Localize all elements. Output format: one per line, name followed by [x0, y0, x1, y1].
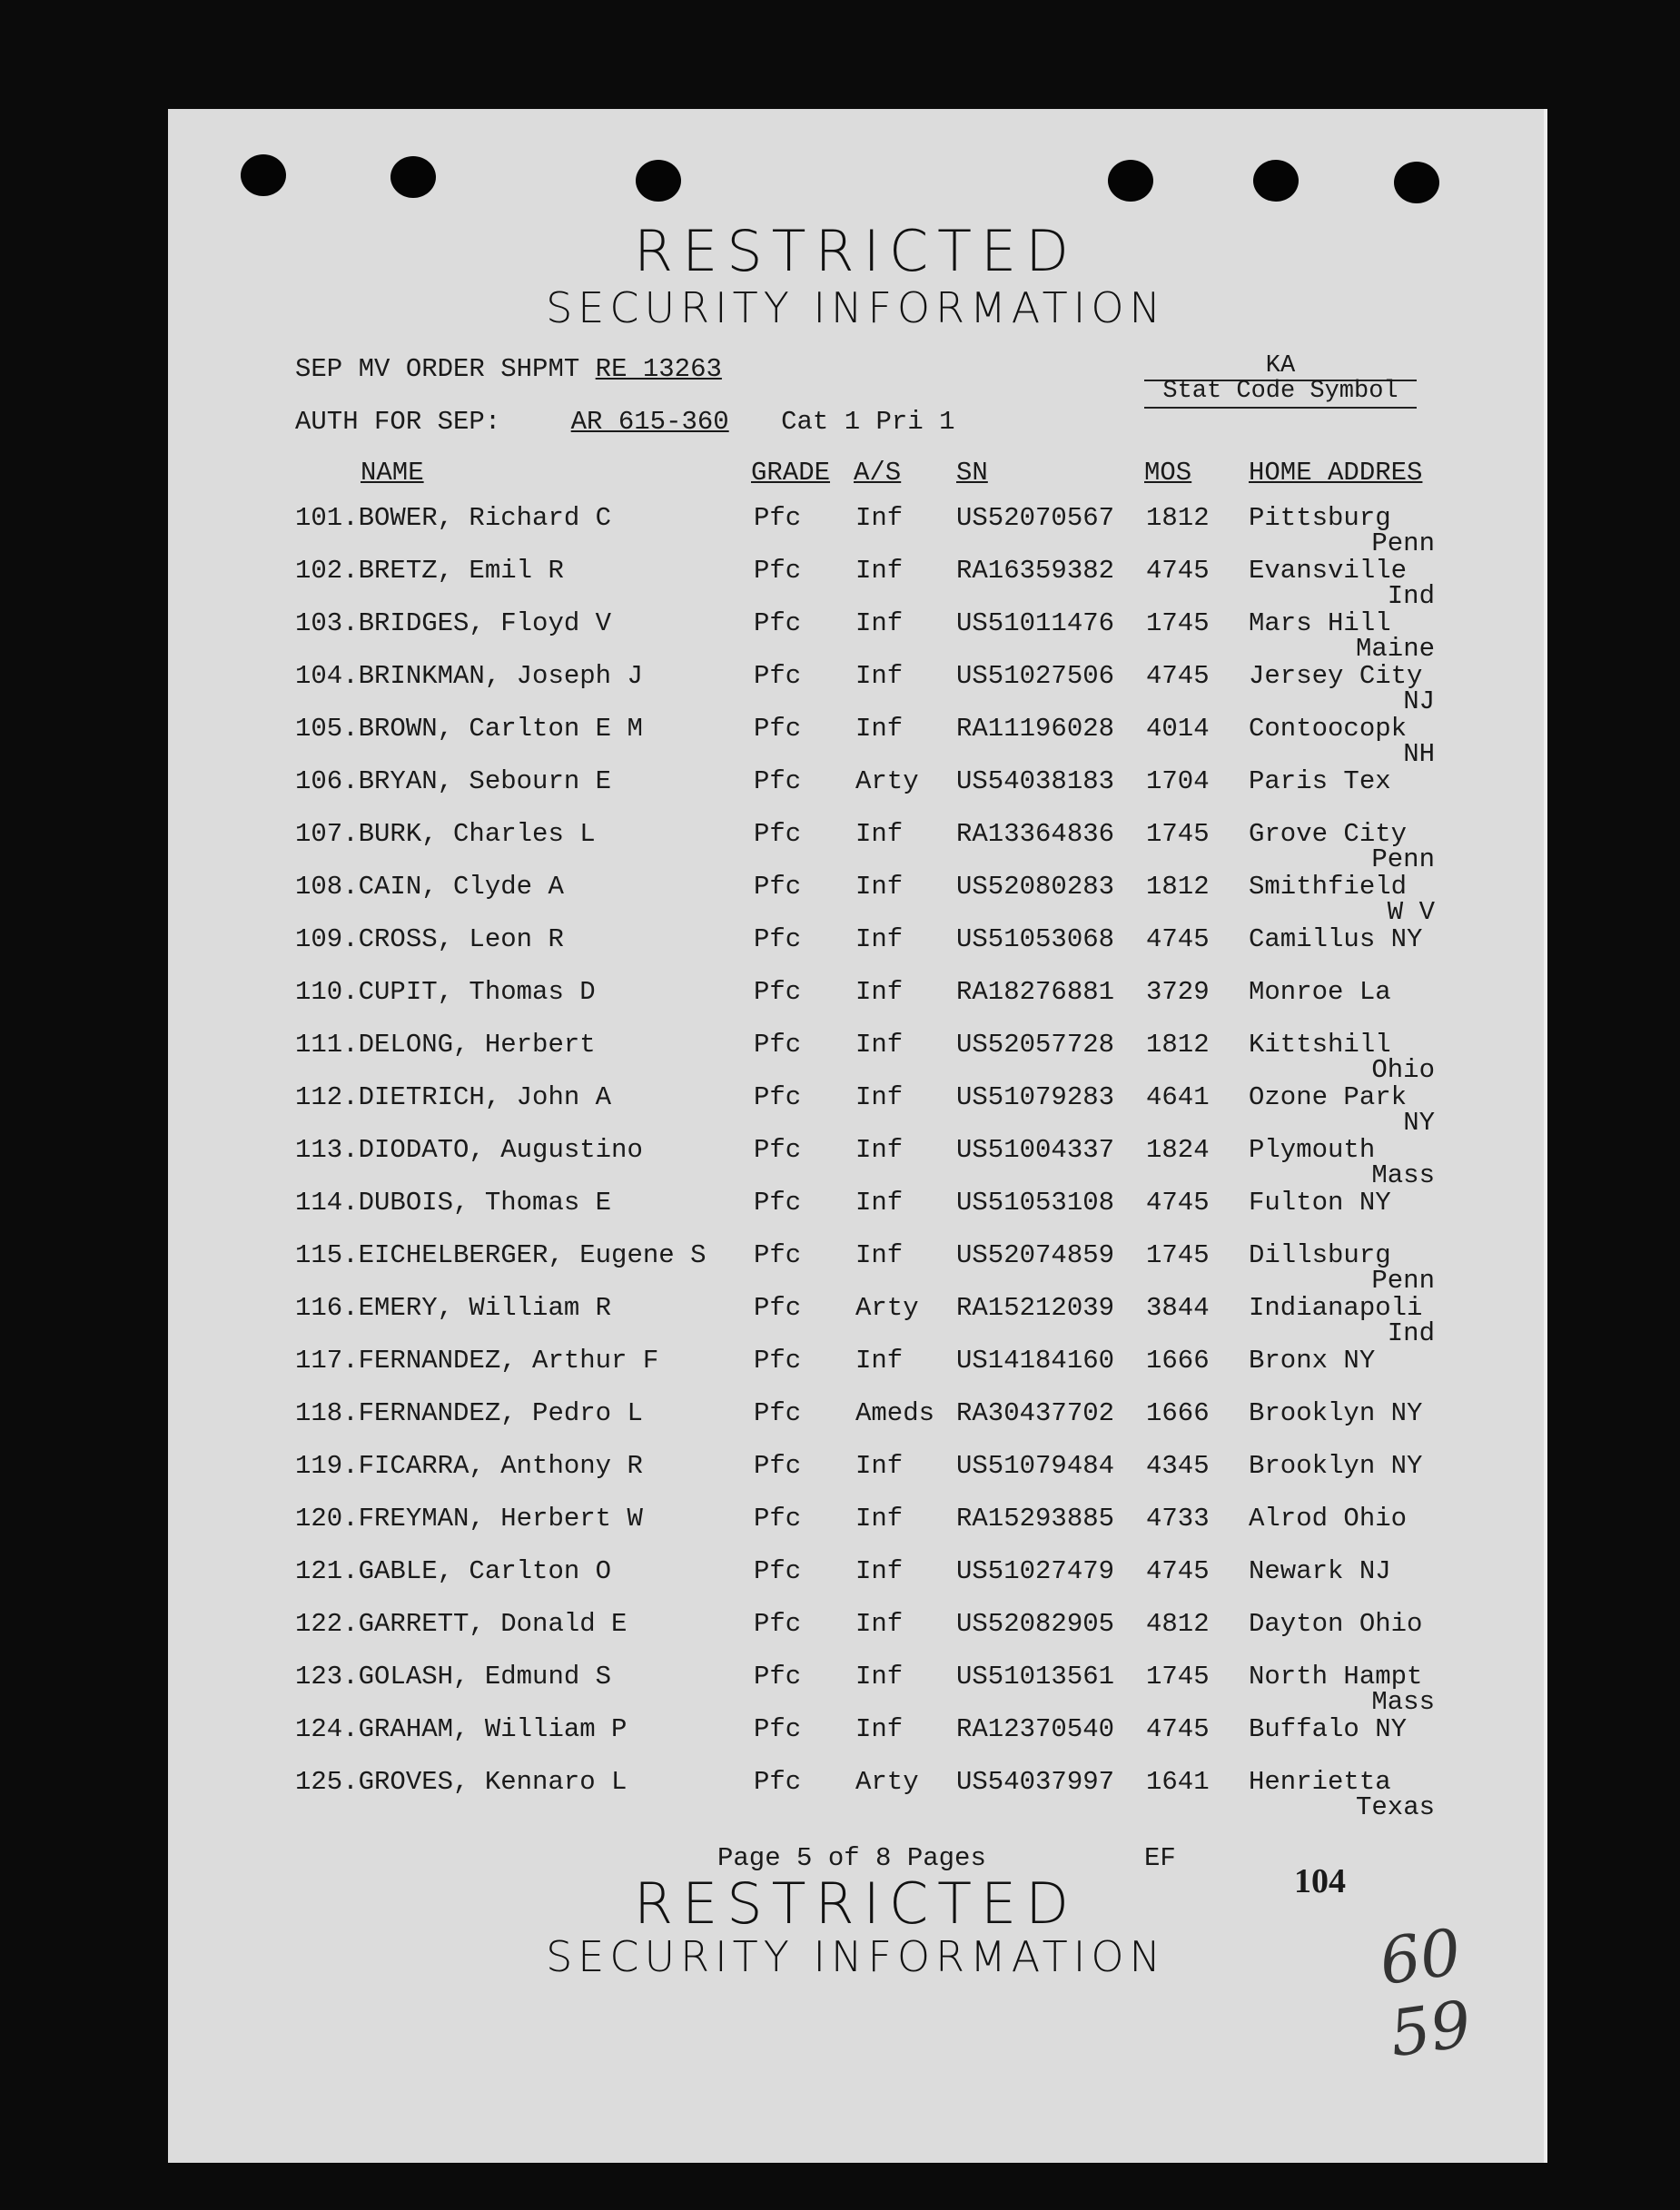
row-home-city: Dillsburg: [1249, 1240, 1391, 1270]
row-grade: Pfc: [754, 714, 802, 744]
row-number-name: 119.FICARRA, Anthony R: [295, 1451, 643, 1481]
row-number-name: 122.GARRETT, Donald E: [295, 1609, 628, 1639]
table-row: [168, 872, 1544, 927]
row-home-city: Fulton NY: [1249, 1188, 1391, 1218]
row-serial-number: US51079484: [956, 1451, 1115, 1481]
row-mos: 4733: [1146, 1504, 1210, 1534]
row-serial-number: RA30437702: [956, 1398, 1115, 1428]
security-information-stamp-bottom: SECURITY INFORMATION: [546, 1932, 1166, 1981]
row-home-city: Henrietta: [1249, 1767, 1391, 1797]
column-header-sn: SN: [956, 458, 988, 488]
table-row: [168, 1188, 1544, 1240]
row-grade: Pfc: [754, 503, 802, 533]
row-serial-number: US52074859: [956, 1240, 1115, 1270]
row-grade: Pfc: [754, 1556, 802, 1586]
row-mos: 4014: [1146, 714, 1210, 744]
row-arm-service: Inf: [855, 1030, 904, 1060]
column-header-as: A/S: [854, 458, 902, 488]
row-home-city: Dayton Ohio: [1249, 1609, 1423, 1639]
row-serial-number: RA18276881: [956, 977, 1115, 1007]
row-grade: Pfc: [754, 1451, 802, 1481]
row-arm-service: Inf: [855, 503, 904, 533]
row-home-city: Kittshill: [1249, 1030, 1391, 1060]
table-row: [168, 1556, 1544, 1609]
row-serial-number: RA13364836: [956, 819, 1115, 849]
row-arm-service: Inf: [855, 1662, 904, 1692]
row-grade: Pfc: [754, 1767, 802, 1797]
row-mos: 4745: [1146, 1556, 1210, 1586]
row-arm-service: Inf: [855, 819, 904, 849]
row-number-name: 101.BOWER, Richard C: [295, 503, 612, 533]
row-grade: Pfc: [754, 766, 802, 796]
table-row: [168, 1135, 1544, 1188]
row-home-state: Ind: [1387, 581, 1435, 611]
table-row: [168, 714, 1544, 769]
row-serial-number: US51004337: [956, 1135, 1115, 1165]
row-mos: 1812: [1146, 1030, 1210, 1060]
row-home-city: North Hampt: [1249, 1662, 1423, 1692]
row-number-name: 106.BRYAN, Sebourn E: [295, 766, 612, 796]
row-mos: 1812: [1146, 872, 1210, 902]
row-arm-service: Inf: [855, 1240, 904, 1270]
row-grade: Pfc: [754, 661, 802, 691]
restricted-stamp-bottom: RESTRICTED: [634, 1870, 1078, 1937]
row-home-state: Texas: [1355, 1792, 1435, 1822]
column-header-mos: MOS: [1144, 458, 1192, 488]
row-serial-number: RA11196028: [956, 714, 1115, 744]
punch-hole: [390, 156, 436, 198]
row-home-city: Brooklyn NY: [1249, 1451, 1423, 1481]
row-serial-number: US51013561: [956, 1662, 1115, 1692]
row-serial-number: US14184160: [956, 1346, 1115, 1376]
row-grade: Pfc: [754, 977, 802, 1007]
row-grade: Pfc: [754, 1188, 802, 1218]
row-grade: Pfc: [754, 924, 802, 954]
row-number-name: 104.BRINKMAN, Joseph J: [295, 661, 643, 691]
row-grade: Pfc: [754, 1504, 802, 1534]
auth-category: Cat 1 Pri 1: [781, 407, 955, 437]
row-mos: 1745: [1146, 1662, 1210, 1692]
table-row: [168, 503, 1544, 556]
table-row: [168, 1030, 1544, 1085]
row-number-name: 125.GROVES, Kennaro L: [295, 1767, 628, 1797]
row-mos: 1745: [1146, 608, 1210, 638]
row-home-city: Mars Hill: [1249, 608, 1391, 638]
row-home-city: Jersey City: [1249, 661, 1423, 691]
punch-hole: [636, 160, 681, 202]
row-home-city: Newark NJ: [1249, 1556, 1391, 1586]
page-count: Page 5 of 8 Pages: [717, 1843, 986, 1873]
row-number-name: 115.EICHELBERGER, Eugene S: [295, 1240, 707, 1270]
table-row: [168, 1293, 1544, 1346]
row-arm-service: Inf: [855, 1556, 904, 1586]
row-serial-number: US51053108: [956, 1188, 1115, 1218]
row-home-state: Penn: [1371, 844, 1435, 874]
row-mos: 4745: [1146, 1188, 1210, 1218]
row-home-state: Ind: [1387, 1318, 1435, 1348]
punch-hole: [241, 154, 286, 196]
row-arm-service: Inf: [855, 1504, 904, 1534]
row-home-state: Penn: [1371, 528, 1435, 558]
row-mos: 4745: [1146, 556, 1210, 586]
column-header-home-address: HOME ADDRES: [1249, 458, 1423, 488]
row-arm-service: Inf: [855, 714, 904, 744]
row-mos: 1666: [1146, 1398, 1210, 1428]
document-page: [168, 109, 1547, 2163]
row-arm-service: Inf: [855, 661, 904, 691]
row-mos: 1666: [1146, 1346, 1210, 1376]
table-row: [168, 661, 1544, 714]
stat-code-symbol-value: KA: [1265, 352, 1296, 380]
row-grade: Pfc: [754, 1346, 802, 1376]
row-mos: 3729: [1146, 977, 1210, 1007]
row-home-city: Smithfield: [1249, 872, 1408, 902]
row-serial-number: US54038183: [956, 766, 1115, 796]
row-mos: 4812: [1146, 1609, 1210, 1639]
row-home-state: Ohio: [1371, 1055, 1435, 1085]
order-line: [295, 354, 722, 384]
row-serial-number: RA12370540: [956, 1714, 1115, 1744]
row-arm-service: Inf: [855, 1346, 904, 1376]
punch-hole: [1394, 162, 1439, 203]
row-mos: 1812: [1146, 503, 1210, 533]
table-row: [168, 1714, 1544, 1767]
row-number-name: 105.BROWN, Carlton E M: [295, 714, 643, 744]
row-number-name: 109.CROSS, Leon R: [295, 924, 564, 954]
row-grade: Pfc: [754, 1240, 802, 1270]
table-row: [168, 1240, 1544, 1296]
row-arm-service: Inf: [855, 1188, 904, 1218]
row-home-city: Plymouth: [1249, 1135, 1376, 1165]
row-home-city: Paris Tex: [1249, 766, 1391, 796]
row-arm-service: Inf: [855, 1451, 904, 1481]
row-number-name: 123.GOLASH, Edmund S: [295, 1662, 612, 1692]
row-home-city: Bronx NY: [1249, 1346, 1376, 1376]
row-arm-service: Inf: [855, 1082, 904, 1112]
table-row: [168, 1662, 1544, 1717]
table-row: [168, 1082, 1544, 1138]
table-row: [168, 1767, 1544, 1820]
row-grade: Pfc: [754, 1030, 802, 1060]
row-mos: 1745: [1146, 819, 1210, 849]
table-row: [168, 1346, 1544, 1398]
row-mos: 1745: [1146, 1240, 1210, 1270]
auth-label: AUTH FOR SEP:: [295, 407, 501, 437]
row-grade: Pfc: [754, 872, 802, 902]
row-arm-service: Arty: [855, 1293, 919, 1323]
row-arm-service: Inf: [855, 1135, 904, 1165]
row-home-city: Alrod Ohio: [1249, 1504, 1408, 1534]
row-grade: Pfc: [754, 556, 802, 586]
row-arm-service: Ameds: [855, 1398, 935, 1428]
row-home-state: Penn: [1371, 1266, 1435, 1296]
row-number-name: 112.DIETRICH, John A: [295, 1082, 612, 1112]
row-grade: Pfc: [754, 1293, 802, 1323]
row-number-name: 117.FERNANDEZ, Arthur F: [295, 1346, 659, 1376]
row-serial-number: US52082905: [956, 1609, 1115, 1639]
document-number: 104: [1294, 1862, 1346, 1900]
order-label: SEP MV ORDER SHPMT: [295, 354, 580, 384]
security-information-stamp-top: SECURITY INFORMATION: [546, 283, 1166, 332]
row-serial-number: RA15212039: [956, 1293, 1115, 1323]
row-arm-service: Inf: [855, 977, 904, 1007]
row-serial-number: US51079283: [956, 1082, 1115, 1112]
row-number-name: 120.FREYMAN, Herbert W: [295, 1504, 643, 1534]
row-serial-number: US52070567: [956, 503, 1115, 533]
row-mos: 4745: [1146, 1714, 1210, 1744]
row-grade: Pfc: [754, 608, 802, 638]
row-home-city: Camillus NY: [1249, 924, 1423, 954]
row-home-city: Monroe La: [1249, 977, 1391, 1007]
row-number-name: 110.CUPIT, Thomas D: [295, 977, 596, 1007]
restricted-stamp-top: RESTRICTED: [634, 218, 1078, 284]
row-grade: Pfc: [754, 1609, 802, 1639]
row-home-state: Mass: [1371, 1687, 1435, 1717]
row-number-name: 102.BRETZ, Emil R: [295, 556, 564, 586]
row-home-city: Grove City: [1249, 819, 1408, 849]
row-mos: 4745: [1146, 661, 1210, 691]
row-home-state: Mass: [1371, 1160, 1435, 1190]
row-serial-number: US52080283: [956, 872, 1115, 902]
row-serial-number: US51027506: [956, 661, 1115, 691]
row-arm-service: Arty: [855, 766, 919, 796]
row-grade: Pfc: [754, 1714, 802, 1744]
row-mos: 3844: [1146, 1293, 1210, 1323]
column-header-grade: GRADE: [751, 458, 831, 488]
table-row: [168, 1398, 1544, 1451]
row-arm-service: Inf: [855, 1714, 904, 1744]
row-serial-number: US52057728: [956, 1030, 1115, 1060]
table-row: [168, 608, 1544, 664]
row-arm-service: Inf: [855, 556, 904, 586]
row-mos: 1824: [1146, 1135, 1210, 1165]
table-row: [168, 556, 1544, 611]
row-home-state: NY: [1403, 1108, 1435, 1138]
row-arm-service: Arty: [855, 1767, 919, 1797]
row-home-state: NH: [1403, 739, 1435, 769]
row-home-city: Evansville: [1249, 556, 1408, 586]
row-number-name: 108.CAIN, Clyde A: [295, 872, 564, 902]
row-grade: Pfc: [754, 1135, 802, 1165]
row-arm-service: Inf: [855, 872, 904, 902]
row-home-city: Ozone Park: [1249, 1082, 1408, 1112]
row-home-state: NJ: [1403, 686, 1435, 716]
row-serial-number: US54037997: [956, 1767, 1115, 1797]
row-home-city: Contoocopk: [1249, 714, 1408, 744]
table-row: [168, 766, 1544, 819]
row-home-city: Buffalo NY: [1249, 1714, 1408, 1744]
column-header-name: NAME: [361, 458, 424, 488]
row-number-name: 121.GABLE, Carlton O: [295, 1556, 612, 1586]
stat-code-label: Stat Code Symbol: [1162, 378, 1398, 405]
handwritten-note: 60 59: [1375, 1914, 1476, 2072]
order-number: RE 13263: [595, 354, 722, 384]
row-arm-service: Inf: [855, 924, 904, 954]
table-row: [168, 1451, 1544, 1504]
row-number-name: 124.GRAHAM, William P: [295, 1714, 628, 1744]
row-number-name: 114.DUBOIS, Thomas E: [295, 1188, 612, 1218]
row-number-name: 118.FERNANDEZ, Pedro L: [295, 1398, 643, 1428]
row-grade: Pfc: [754, 1398, 802, 1428]
row-number-name: 116.EMERY, William R: [295, 1293, 612, 1323]
row-serial-number: US51011476: [956, 608, 1115, 638]
stat-code-underline: [1144, 407, 1417, 409]
table-row: [168, 1504, 1544, 1556]
punch-hole: [1108, 160, 1153, 202]
row-number-name: 113.DIODATO, Augustino: [295, 1135, 643, 1165]
row-mos: 4345: [1146, 1451, 1210, 1481]
row-home-city: Indianapoli: [1249, 1293, 1423, 1323]
table-row: [168, 924, 1544, 977]
row-serial-number: RA15293885: [956, 1504, 1115, 1534]
row-grade: Pfc: [754, 1662, 802, 1692]
row-home-city: Pittsburg: [1249, 503, 1391, 533]
row-number-name: 103.BRIDGES, Floyd V: [295, 608, 612, 638]
table-row: [168, 1609, 1544, 1662]
initials: EF: [1144, 1843, 1176, 1873]
row-number-name: 111.DELONG, Herbert: [295, 1030, 596, 1060]
row-serial-number: US51053068: [956, 924, 1115, 954]
table-row: [168, 819, 1544, 872]
row-serial-number: RA16359382: [956, 556, 1115, 586]
auth-line: [295, 407, 955, 437]
row-mos: 1641: [1146, 1767, 1210, 1797]
row-grade: Pfc: [754, 819, 802, 849]
row-home-state: W V: [1387, 897, 1435, 927]
row-grade: Pfc: [754, 1082, 802, 1112]
row-mos: 1704: [1146, 766, 1210, 796]
row-arm-service: Inf: [855, 1609, 904, 1639]
row-home-city: Brooklyn NY: [1249, 1398, 1423, 1428]
row-number-name: 107.BURK, Charles L: [295, 819, 596, 849]
row-arm-service: Inf: [855, 608, 904, 638]
row-home-state: Maine: [1355, 634, 1435, 664]
row-mos: 4745: [1146, 924, 1210, 954]
row-mos: 4641: [1146, 1082, 1210, 1112]
row-serial-number: US51027479: [956, 1556, 1115, 1586]
punch-hole: [1253, 160, 1299, 202]
table-row: [168, 977, 1544, 1030]
auth-regulation: AR 615-360: [570, 407, 729, 437]
